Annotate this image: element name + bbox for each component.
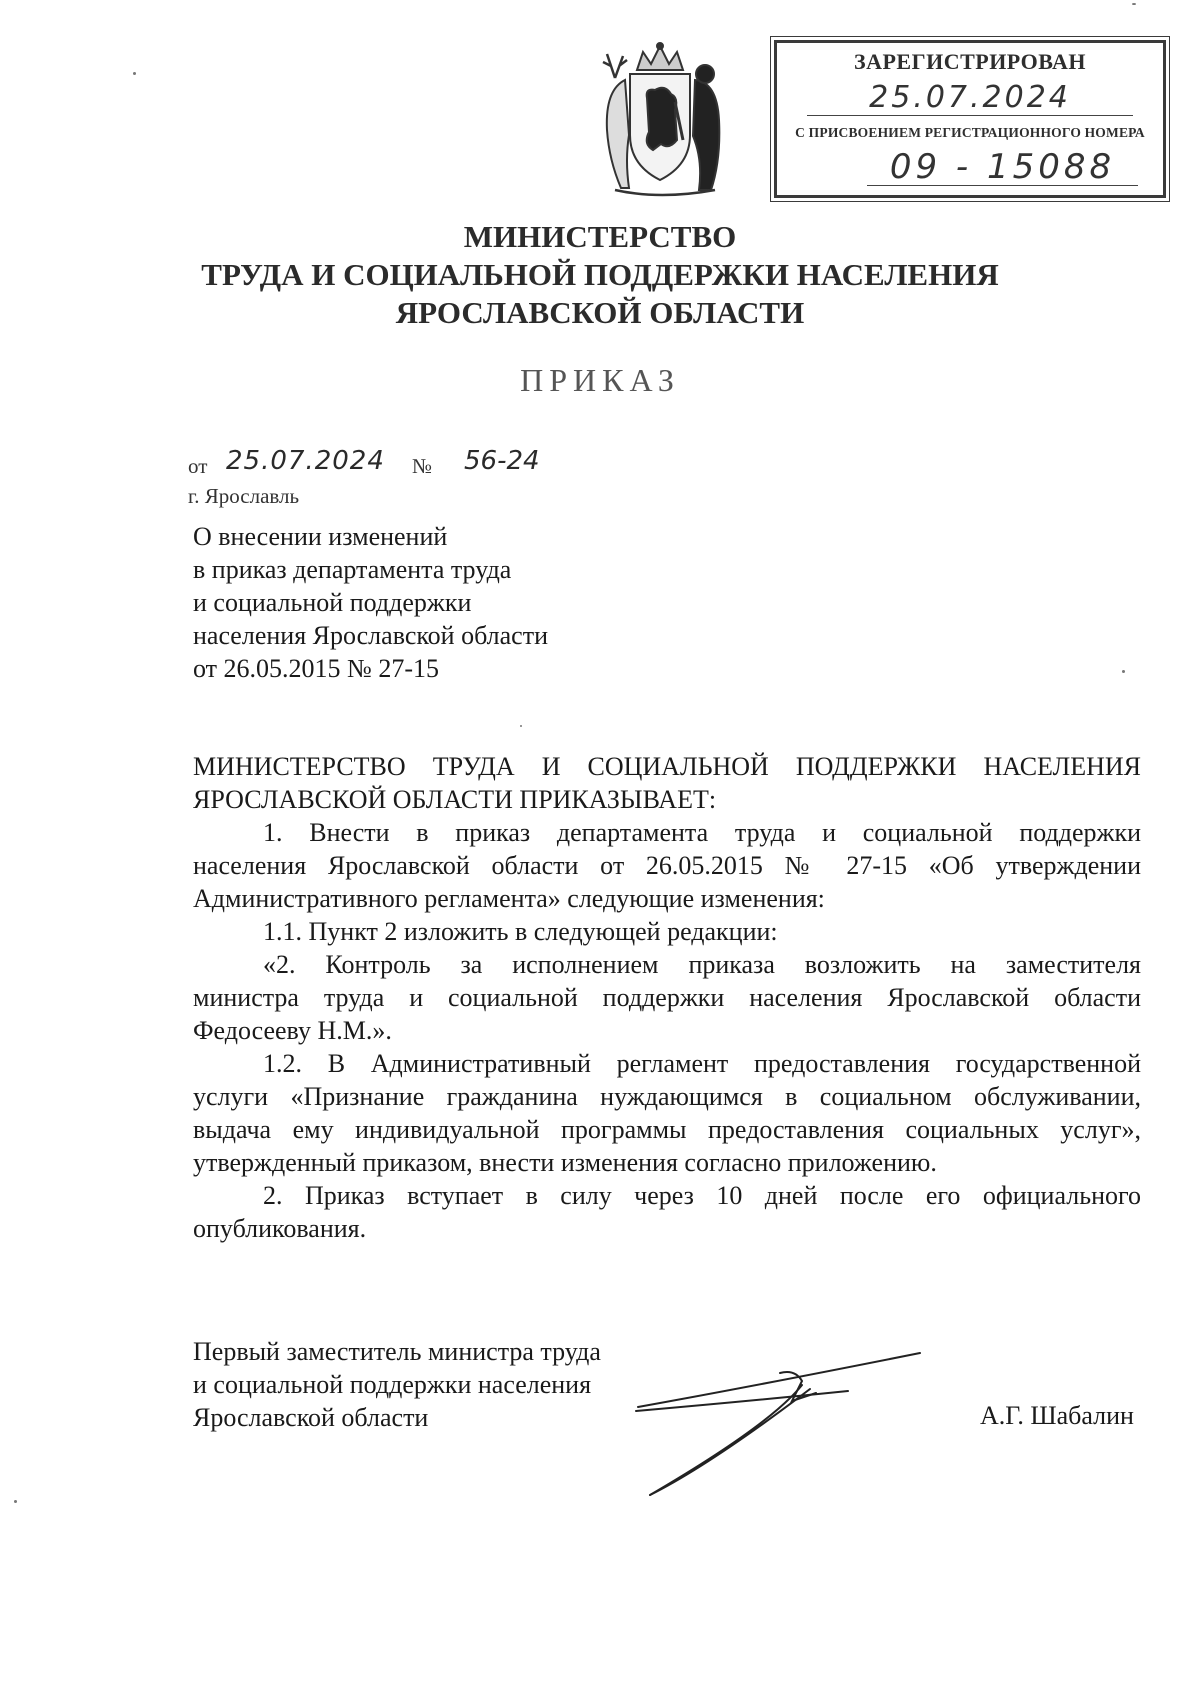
document-type-title: ПРИКАЗ [520, 362, 680, 398]
handwritten-signature [620, 1345, 950, 1515]
subject-line: от 26.05.2015 № 27-15 [193, 654, 439, 683]
scan-speck [133, 72, 136, 75]
order-body [193, 750, 1141, 1245]
paragraph-1-1-text-line: министра труда и социальной поддержки населения Ярославской области [193, 983, 1141, 1012]
signer-position [193, 1335, 601, 1434]
scan-speck [1132, 3, 1136, 5]
subject-line: О внесении изменений [193, 522, 448, 551]
date-label: от [188, 454, 208, 478]
paragraph-1-2-line: услуги «Признание гражданина нуждающимся в социальном обслуживании, [193, 1082, 1141, 1111]
paragraph-1-1-text-line: Федосееву Н.М.». [193, 1016, 392, 1045]
number-label: № [412, 454, 433, 478]
subject-line: в приказ департамента труда [193, 555, 512, 584]
ministry-name-line2: ТРУДА И СОЦИАЛЬНОЙ ПОДДЕРЖКИ НАСЕЛЕНИЯ [201, 257, 999, 292]
paragraph-1-1: 1.1. Пункт 2 изложить в следующей редакции: [263, 917, 778, 946]
subject-line: населения Ярославской области [193, 621, 548, 650]
stamp-subtitle: С ПРИСВОЕНИЕМ РЕГИСТРАЦИОННОГО НОМЕРА [795, 125, 1145, 140]
stamp-registration-number: 09 - 15088 [867, 147, 1138, 186]
paragraph-1-line: населения Ярославской области от 26.05.2015 № 27-15 «Об утверждении [193, 851, 1141, 880]
scan-speck [14, 1500, 17, 1503]
stamp-title: ЗАРЕГИСТРИРОВАН [853, 49, 1087, 74]
coat-of-arms-emblem [585, 40, 735, 200]
subject-line: и социальной поддержки [193, 588, 472, 617]
registration-stamp [774, 40, 1166, 198]
order-number: 56-24 [464, 446, 540, 476]
signer-position-line: Первый заместитель министра труда [193, 1337, 601, 1366]
order-date: 25.07.2024 [226, 446, 385, 476]
ministry-name-line3: ЯРОСЛАВСКОЙ ОБЛАСТИ [395, 295, 805, 330]
preamble-line: ЯРОСЛАВСКОЙ ОБЛАСТИ ПРИКАЗЫВАЕТ: [193, 785, 717, 814]
city-label: г. Ярославль [188, 484, 300, 508]
paragraph-1-1-text-line: «2. Контроль за исполнением приказа возложить на заместителя [263, 950, 1141, 979]
stamp-date: 25.07.2024 [807, 81, 1133, 116]
paragraph-1-line: 1. Внести в приказ департамента труда и социальной поддержки [263, 818, 1141, 847]
paragraph-1-2-line: утвержденный приказом, внести изменения согласно приложению. [193, 1148, 937, 1177]
paragraph-2-line: 2. Приказ вступает в силу через 10 дней после его официального [263, 1181, 1141, 1210]
scan-speck [1122, 670, 1125, 673]
signer-position-line: и социальной поддержки населения [193, 1370, 592, 1399]
signer-position-line: Ярославской области [193, 1403, 429, 1432]
paragraph-1-2-line: выдача ему индивидуальной программы предоставления социальных услуг», [193, 1115, 1141, 1144]
ministry-name-line1: МИНИСТЕРСТВО [463, 219, 737, 254]
signer-name: А.Г. Шабалин [980, 1401, 1134, 1430]
order-subject [193, 520, 548, 685]
scan-speck [520, 725, 522, 727]
paragraph-1-line: Административного регламента» следующие изменения: [193, 884, 825, 913]
preamble-line: МИНИСТЕРСТВО ТРУДА И СОЦИАЛЬНОЙ ПОДДЕРЖКИ НАСЕЛЕНИЯ [193, 752, 1141, 781]
paragraph-1-2-line: 1.2. В Административный регламент предоставления государственной [263, 1049, 1141, 1078]
paragraph-2-line: опубликования. [193, 1214, 367, 1243]
